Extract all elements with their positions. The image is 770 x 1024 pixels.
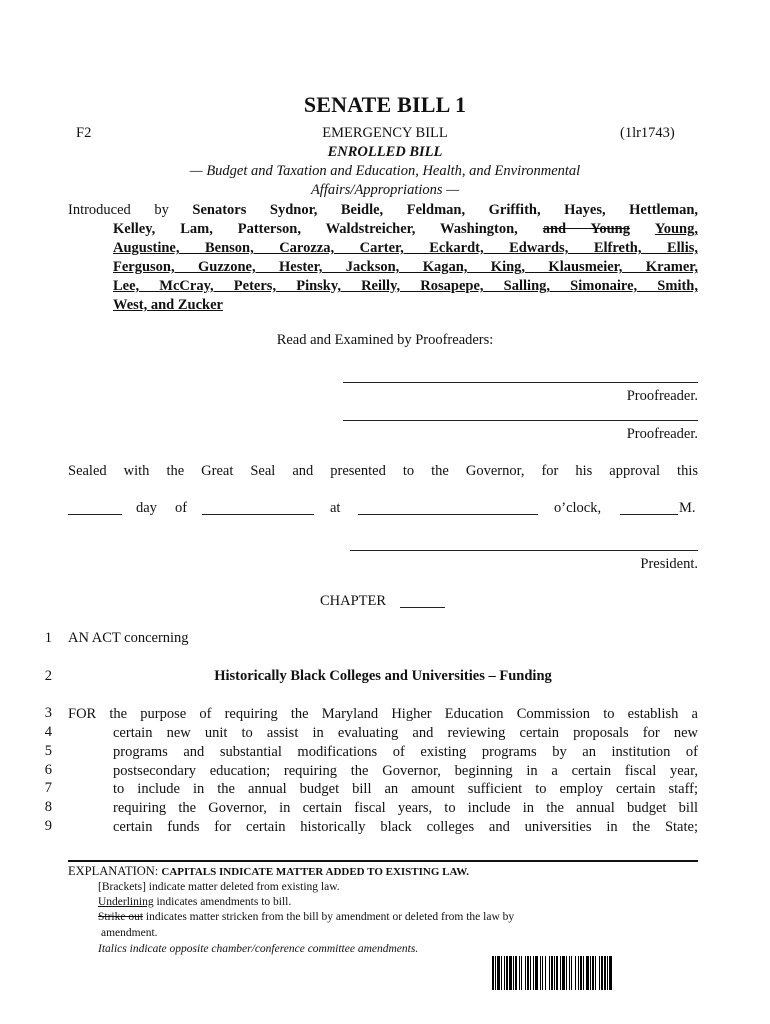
sponsors-line-4: Ferguson, Guzzone, Hester, Jackson, Kagan, King, Klausmeier, Kramer, bbox=[113, 259, 698, 275]
purpose-line: to include in the annual budget bill an amount sufficient to employ certain staff; bbox=[113, 781, 698, 797]
proofreader-label-1: Proofreader. bbox=[626, 388, 698, 404]
line-number: 7 bbox=[44, 780, 52, 796]
capitals-note: CAPITALS INDICATE MATTER ADDED TO EXISTING LAW. bbox=[161, 866, 469, 878]
at-word: at bbox=[330, 500, 341, 516]
bill-type: EMERGENCY BILL bbox=[322, 125, 448, 141]
lr-number: (1lr1743) bbox=[620, 125, 675, 141]
committee-line-2: Affairs/Appropriations — bbox=[310, 182, 460, 198]
line-number: 1 bbox=[44, 630, 52, 646]
president-label: President. bbox=[640, 556, 698, 572]
act-subject-title: Historically Black Colleges and Universities – Funding bbox=[214, 668, 552, 684]
sponsors-text: Senators Sydnor, Beidle, Feldman, Griffith, Hayes, Hettleman, bbox=[192, 202, 699, 218]
m-word: M. bbox=[679, 500, 696, 516]
line-number: 6 bbox=[44, 762, 52, 778]
sponsors-line-3: Augustine, Benson, Carozza, Carter, Eckardt, Edwards, Elfreth, Ellis, bbox=[113, 240, 698, 256]
president-signature-line bbox=[350, 550, 698, 551]
italics-note: Italics indicate opposite chamber/conference committee amendments. bbox=[98, 943, 419, 955]
purpose-line: certain new unit to assist in evaluating and reviewing certain proposals for new bbox=[113, 725, 698, 741]
purpose-line: programs and substantial modifications of existing programs by an institution of bbox=[113, 744, 698, 760]
proofreader-label-2: Proofreader. bbox=[626, 426, 698, 442]
strike-out-note: Strike out indicates matter stricken from the bill by amendment or deleted from the law by bbox=[98, 911, 515, 923]
committee-line-1: — Budget and Taxation and Education, Health, and Environmental bbox=[189, 163, 581, 179]
proofreader-signature-line-2 bbox=[343, 420, 698, 421]
brackets-note: [Brackets] indicate matter deleted from existing law. bbox=[98, 881, 340, 893]
purpose-line: postsecondary education; requiring the Governor, beginning in a certain fiscal year, bbox=[113, 763, 698, 779]
strike-out-note-cont: amendment. bbox=[101, 927, 158, 939]
footer-rule bbox=[68, 860, 698, 862]
line-number: 5 bbox=[44, 743, 52, 759]
bill-code: F2 bbox=[76, 125, 92, 141]
sealed-statement: Sealed with the Great Seal and presented to the Governor, for his approval this bbox=[68, 463, 698, 479]
bill-title: SENATE BILL 1 bbox=[303, 92, 467, 117]
purpose-line: certain funds for certain historically black colleges and universities in the State; bbox=[113, 819, 698, 835]
line-number: 8 bbox=[44, 799, 52, 815]
sponsors-line-5: Lee, McCray, Peters, Pinsky, Reilly, Rosapepe, Salling, Simonaire, Smith, bbox=[113, 278, 698, 294]
time-blank bbox=[358, 514, 538, 515]
day-blank bbox=[68, 514, 122, 515]
proofreaders-label: Read and Examined by Proofreaders: bbox=[276, 332, 494, 348]
sponsors-line-6: West, and Zucker bbox=[113, 297, 223, 313]
underlining-note: Underlining indicates amendments to bill. bbox=[98, 896, 292, 908]
line-number: 9 bbox=[44, 818, 52, 834]
line-number: 4 bbox=[44, 724, 52, 740]
month-blank bbox=[202, 514, 314, 515]
added-sponsor: Young, bbox=[654, 221, 698, 237]
struck-sponsor: and Young bbox=[542, 221, 630, 237]
sponsors-line-2: Kelley, Lam, Patterson, Waldstreicher, Washington, and Young Young, bbox=[113, 221, 698, 237]
purpose-line: FOR the purpose of requiring the Maryland Higher Education Commission to establish a bbox=[68, 706, 698, 722]
chapter-label: CHAPTER bbox=[320, 593, 387, 609]
enrolled-status: ENROLLED BILL bbox=[327, 144, 443, 160]
explanation-heading: EXPLANATION: CAPITALS INDICATE MATTER ADDED TO EXISTING LAW. bbox=[68, 864, 469, 878]
line-number: 2 bbox=[44, 668, 52, 684]
meridiem-blank bbox=[620, 514, 678, 515]
chapter-blank bbox=[400, 607, 445, 608]
sponsors-line-1 bbox=[68, 201, 698, 220]
proofreader-signature-line-1 bbox=[343, 382, 698, 383]
oclock-word: o’clock, bbox=[554, 500, 602, 516]
line-number: 3 bbox=[44, 705, 52, 721]
of-word: of bbox=[175, 500, 188, 516]
barcode-image bbox=[492, 956, 680, 990]
day-word: day bbox=[136, 500, 157, 516]
introduced-label: Introduced by bbox=[68, 202, 169, 218]
purpose-line: requiring the Governor, in certain fiscal years, to include in the annual budget bill bbox=[113, 800, 698, 816]
act-concerning: AN ACT concerning bbox=[68, 630, 189, 646]
